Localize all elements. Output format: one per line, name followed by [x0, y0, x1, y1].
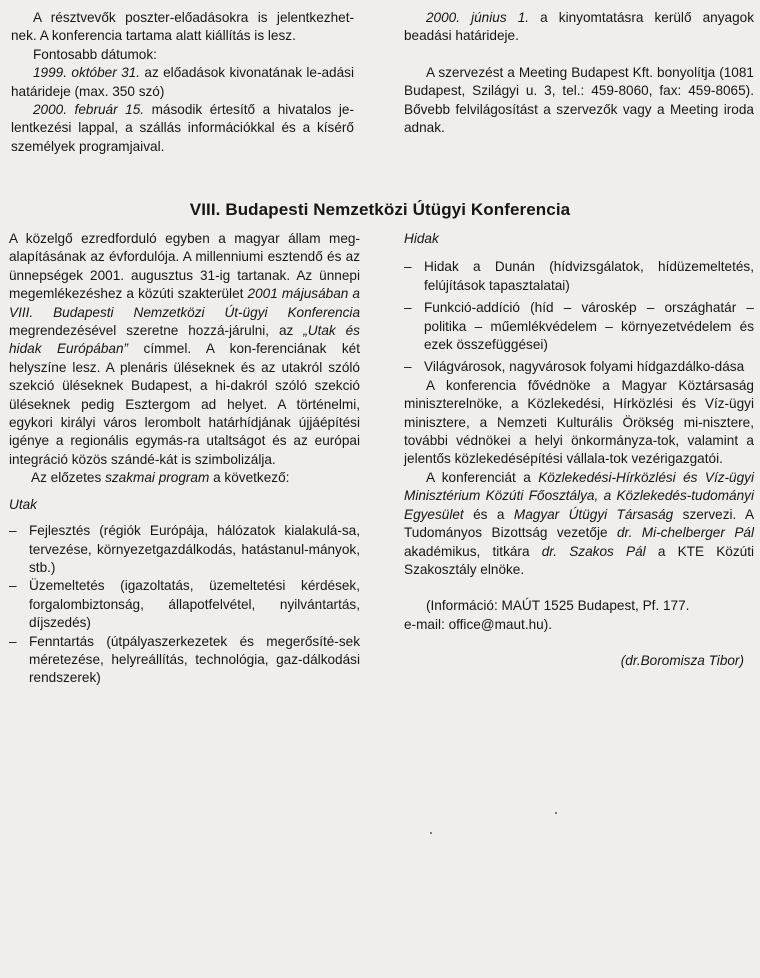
org-italic-1: Közlekedési-Hírközlési és Víz-ügyi Minisztérium Közúti Főosztálya, a Közlekedés-tudományi Egyesület: [404, 469, 754, 522]
top-left-column: [11, 9, 354, 156]
article-title: VIII. Budapesti Nemzetközi Útügyi Konferencia: [189, 200, 571, 219]
date-2-text: második értesítő a hivatalos je-lentkezési lappal, a szállás információkkal és a kísérő személyek programjaival.: [11, 102, 354, 154]
section-heading-hidak: Hidak: [404, 231, 439, 246]
utak-list: [9, 522, 360, 688]
program-italic: szakmai program: [105, 470, 210, 486]
date-1: 1999. október 31.: [33, 65, 141, 81]
speck-mark: [430, 832, 432, 834]
intro-italic-1: 2001 májusában a VIII. Budapesti Nemzetközi Út-ügyi Konferencia: [9, 286, 360, 320]
org-text-a: A konferenciát a: [426, 469, 531, 485]
hidak-list: [404, 258, 754, 376]
list-item: – Fejlesztés (régiók Európája, hálózatok kialakulá-sa, tervezése, környezetgazdálkodás, hatástanul-mányok, stb.): [9, 522, 360, 577]
intro-italic-2: „Utak és hidak Európában”: [9, 323, 360, 357]
org-text-e: a KTE Közúti Szakosztály elnöke.: [404, 543, 754, 577]
program-text-a: Az előzetes: [31, 470, 102, 486]
dates-heading: Fontosabb dátumok:: [33, 46, 157, 62]
date-entry-2: [11, 101, 354, 156]
info-line-1: (Információ: MAÚT 1525 Budapest, Pf. 177.: [426, 598, 690, 614]
org-italic-2: Magyar Útügyi Társaság: [513, 506, 674, 522]
org-text-c: szervezi. A Tudományos Bizottság vezetője: [404, 506, 755, 541]
signature: (dr.Boromisza Tibor): [620, 653, 744, 669]
date-1-text: az előadások kivonatának le-adási határideje (max. 350 szó): [11, 65, 354, 99]
program-intro: [9, 469, 360, 487]
organizers-paragraph: [404, 469, 754, 579]
section-heading-utak: Utak: [9, 496, 37, 512]
intro-text-b: megrendezésével szeretne hozzá-járulni, az: [9, 323, 294, 339]
date-entry-1: [11, 64, 354, 101]
date-2: 2000. február 15.: [33, 102, 145, 118]
intro-text-c: címmel. A kon-ferenciának két helyszíne lesz. A plenáris üléseknek és az utakról szóló szekció üléseknek Budapest, a hi-dakról szóló szekció üléseknek pedig Esztergom ad helyet. A történelmi, egykori királyi város lerombolt határhídjának újjáépítési igénye a regionális egymás-ra utaltságot és az európai integráció közös szándé-kát is szimbolizálja.: [9, 341, 360, 467]
info-line-2: e-mail: office@maut.hu).: [404, 616, 553, 632]
org-text-d: akadémikus, titkára: [404, 543, 530, 559]
speck-mark: [555, 812, 557, 814]
date-3-text: a kinyomtatásra kerülő anyagok beadási határideje.: [404, 10, 754, 44]
list-item: – Funkció-addíció (híd – városkép – országhatár – politika – műemlékvédelem – környezetvédelem és ezek összefüggései): [404, 299, 754, 354]
list-item: – Hidak a Dunán (hídvizsgálatok, hídüzemeltetés, felújítások tapasztalatai): [404, 258, 754, 295]
org-italic-4: dr. Szakos Pál: [541, 543, 646, 559]
paragraph-organizer: A szervezést a Meeting Budapest Kft. bonyolítja (1081 Budapest, Szilágyi u. 3, tel.: 459-8060, fax: 459-8065). Bővebb felvilágosítást a szervezők vagy a Meeting iroda adnak.: [404, 64, 754, 136]
intro-text-a: A közelgő ezredforduló egyben a magyar állam meg-alapításának az évfordulója. A millenniumi esztendő és az ünnepségek 2001. augusztus 31-ig tartanak. Az ünnepi megemlékezéshez a közúti szakterület: [9, 231, 360, 302]
date-entry-3: [404, 9, 754, 46]
date-3: 2000. június 1.: [426, 10, 530, 25]
left-column: [9, 230, 360, 688]
paragraph-poster: A résztvevők poszter-előadásokra is jelentkezhet-nek. A konferencia tartama alatt kiállítás is lesz.: [11, 10, 354, 44]
org-text-b: és a: [473, 506, 505, 522]
intro-paragraph: [9, 230, 360, 469]
list-item: – Világvárosok, nagyvárosok folyami hídgazdálko-dása: [404, 358, 754, 376]
org-italic-3: dr. Mi-chelberger Pál: [616, 525, 754, 541]
right-column: [404, 230, 754, 671]
top-right-column: [404, 9, 754, 137]
list-item: – Üzemeltetés (igazoltatás, üzemeltetési kérdések, forgalombiztonság, állapotfelvétel, nyilvántartás, díjszedés): [9, 577, 360, 632]
program-text-b: a következő:: [213, 470, 290, 486]
patron-paragraph: A konferencia fővédnöke a Magyar Köztársaság miniszterelnöke, a Közlekedési, Hírközlési és Víz-ügyi minisztere, a Nemzeti Kulturális Örökség mi-nisztere, további védnökei a helyi önkormányza-tok, valamint a jelentős közlekedésépítési vállala-tok vezérigazgatói.: [404, 377, 754, 467]
list-item: – Fenntartás (útpályaszerkezetek és megerősíté-sek méretezése, helyreállítás, technológia, gaz-dálkodási rendszerek): [9, 633, 360, 688]
